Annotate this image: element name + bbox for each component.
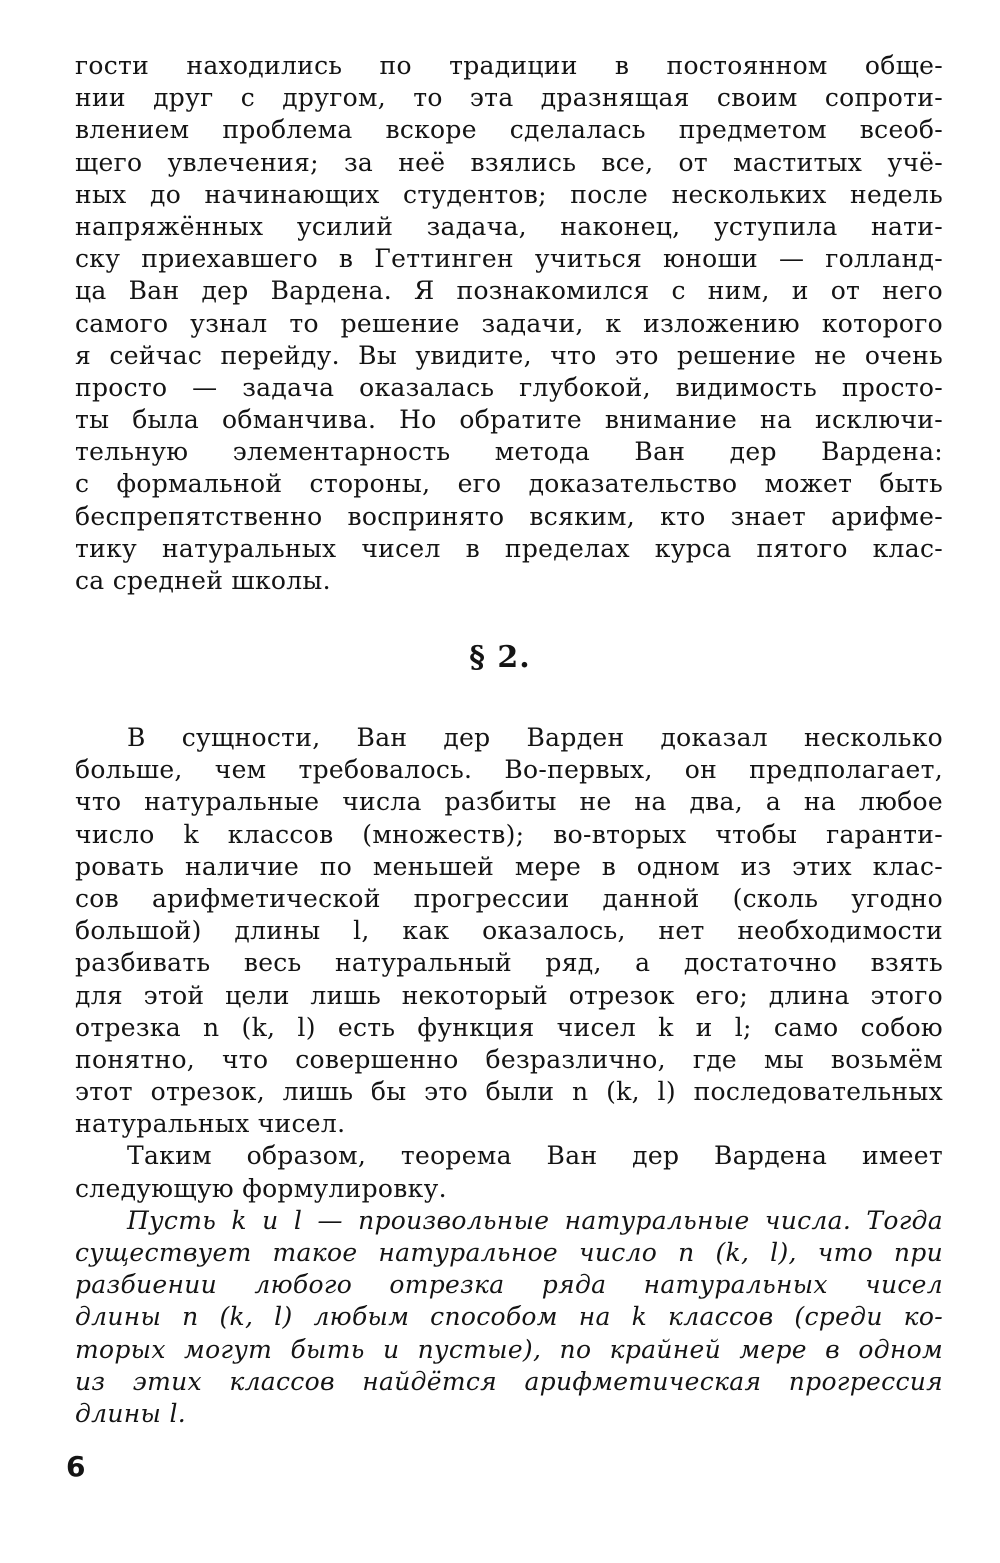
- paragraph: [75, 722, 943, 1140]
- text-line: са средней школы.: [75, 566, 331, 595]
- text-line: Таким образом, теорема Ван дер Вардена имеет: [127, 1141, 943, 1171]
- section-body: [75, 722, 943, 1430]
- text-line: напряжённых усилий задача, наконец, уступила нати-: [75, 211, 943, 241]
- text-line: ты была обманчива. Но обратите внимание на исключи-: [75, 405, 943, 435]
- text-line: для этой цели лишь некоторый отрезок его; длина этого: [75, 980, 943, 1010]
- text-line: ца Ван дер Вардена. Я познакомился с ним, и от него: [75, 276, 943, 306]
- text-line: торых могут быть и пустые), по крайней мере в одном: [75, 1334, 943, 1364]
- text-line: длины n (k, l) любым способом на k классов (среди ко-: [75, 1302, 943, 1332]
- text-line: В сущности, Ван дер Варден доказал несколько: [127, 723, 943, 752]
- text-line: я сейчас перейду. Вы увидите, что это решение не очень: [75, 340, 943, 370]
- text-line: Пусть k и l — произвольные натуральные числа. Тогда: [127, 1205, 943, 1235]
- text-line: ровать наличие по меньшей мере в одном из этих клас-: [75, 851, 943, 881]
- text-line: следующую формулировку.: [75, 1173, 447, 1203]
- text-line: просто — задача оказалась глубокой, видимость просто-: [75, 372, 943, 402]
- theorem-statement: [75, 1205, 943, 1430]
- text-line: больше, чем требовалось. Во-первых, он предполагает,: [75, 755, 943, 785]
- page-number: 6: [66, 1450, 86, 1483]
- text-line: ных до начинающих студентов; после нескольких недель: [75, 179, 943, 209]
- paragraph-continuation: [75, 50, 943, 597]
- text-line: тику натуральных чисел в пределах курса пятого клас-: [75, 533, 943, 563]
- text-line: из этих классов найдётся арифметическая прогрессия: [75, 1366, 943, 1396]
- text-line: сов арифметической прогрессии данной (сколь угодно: [75, 883, 943, 913]
- text-line: разбивать весь натуральный ряд, а достаточно взять: [75, 948, 943, 978]
- text-line: гости находились по традиции в постоянном обще-: [75, 51, 943, 80]
- text-line: отрезка n (k, l) есть функция чисел k и l; само собою: [75, 1012, 943, 1042]
- text-line: влением проблема вскоре сделалась предметом всеоб-: [75, 115, 943, 145]
- text-line: что натуральные числа разбиты не на два, а на любое: [75, 787, 943, 817]
- text-line: с формальной стороны, его доказательство может быть: [75, 469, 943, 499]
- text-line: понятно, что совершенно безразлично, где мы возьмём: [75, 1044, 943, 1074]
- text-line: тельную элементарность метода Ван дер Вардена:: [75, 437, 943, 467]
- text-line: разбиении любого отрезка ряда натуральных чисел: [75, 1270, 943, 1300]
- text-line: существует такое натуральное число n (k, l), что при: [75, 1238, 943, 1267]
- text-line: самого узнал то решение задачи, к изложению которого: [75, 308, 943, 338]
- text-line: этот отрезок, лишь бы это были n (k, l) последовательных: [75, 1077, 943, 1107]
- text-line: беспрепятственно воспринято всяким, кто знает арифме-: [75, 501, 943, 531]
- text-line: длины l.: [75, 1398, 186, 1428]
- section-heading: § 2.: [469, 640, 531, 675]
- text-line: ску приехавшего в Геттинген учиться юноши — голланд-: [75, 244, 943, 274]
- paragraph: [75, 1140, 943, 1204]
- text-line: нии друг с другом, то эта дразнящая своим сопроти-: [75, 83, 943, 113]
- text-line: натуральных чисел.: [75, 1109, 346, 1139]
- text-line: большой) длины l, как оказалось, нет необходимости: [75, 916, 943, 946]
- text-line: щего увлечения; за неё взялись все, от маститых учё-: [75, 147, 943, 177]
- text-line: число k классов (множеств); во-вторых чтобы гаранти-: [75, 819, 943, 849]
